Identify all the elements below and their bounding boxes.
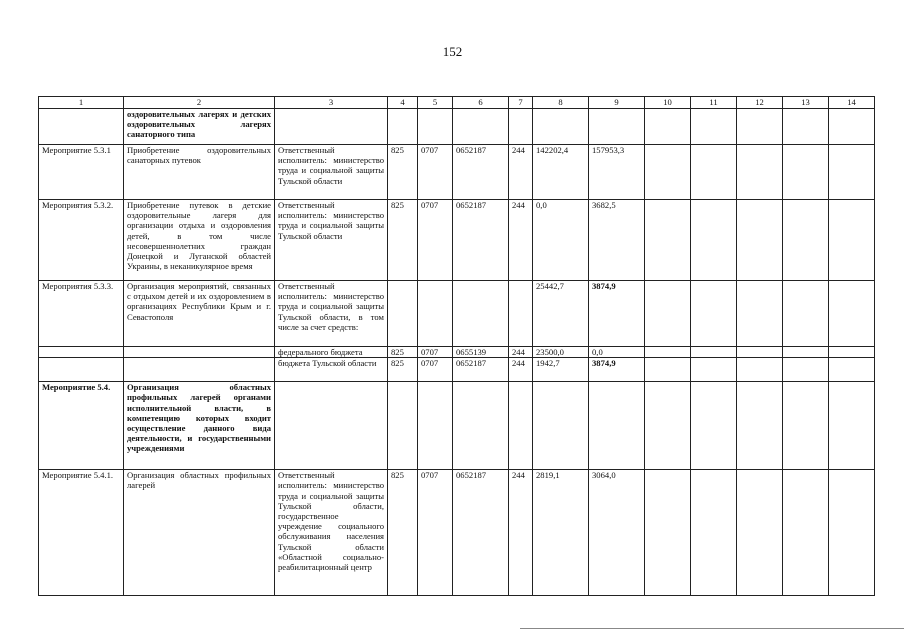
table-cell bbox=[533, 109, 589, 145]
table-cell: 25442,7 bbox=[533, 281, 589, 347]
table-cell bbox=[275, 382, 388, 470]
table-cell bbox=[829, 382, 875, 470]
scan-edge-line bbox=[520, 628, 904, 629]
table-cell bbox=[829, 358, 875, 382]
table-cell: 0707 bbox=[418, 145, 453, 200]
table-cell bbox=[645, 145, 691, 200]
header-cell: 10 bbox=[645, 97, 691, 109]
table-cell bbox=[39, 347, 124, 358]
table-cell bbox=[645, 382, 691, 470]
table-cell: Мероприятие 5.4.1. bbox=[39, 470, 124, 596]
table-cell bbox=[691, 200, 737, 281]
table-cell: Мероприятия 5.3.2. bbox=[39, 200, 124, 281]
table-cell bbox=[453, 109, 509, 145]
table-cell: 825 bbox=[388, 470, 418, 596]
table-row bbox=[39, 145, 875, 200]
table-cell: Ответственный исполнитель: министерство труда и социальной защиты Тульской области bbox=[275, 145, 388, 200]
table-cell bbox=[783, 347, 829, 358]
table-cell bbox=[737, 281, 783, 347]
table-cell: 3874,9 bbox=[589, 281, 645, 347]
table-cell: 0652187 bbox=[453, 145, 509, 200]
table-cell: Ответственный исполнитель: министерство труда и социальной защиты Тульской области, государственное учреждение социального обслуживания населения Тульской области «Областной социально-реабилитационный центр bbox=[275, 470, 388, 596]
table-cell bbox=[509, 281, 533, 347]
table-cell bbox=[737, 347, 783, 358]
table-cell: Приобретение путевок в детские оздоровительные лагеря для организации отдыха и оздоровления детей, в том числе несовершеннолетних граждан Донецкой и Луганской областей Украины, в неканикулярное время bbox=[124, 200, 275, 281]
table-cell bbox=[453, 382, 509, 470]
table-cell: федерального бюджета bbox=[275, 347, 388, 358]
table-cell bbox=[645, 470, 691, 596]
table-cell: 825 bbox=[388, 145, 418, 200]
table-cell bbox=[691, 145, 737, 200]
table-cell bbox=[691, 382, 737, 470]
table-cell bbox=[691, 347, 737, 358]
table-cell bbox=[783, 109, 829, 145]
header-cell: 4 bbox=[388, 97, 418, 109]
table-cell bbox=[589, 382, 645, 470]
table-cell: бюджета Тульской области bbox=[275, 358, 388, 382]
table-cell bbox=[737, 200, 783, 281]
table-cell: 825 bbox=[388, 347, 418, 358]
table-cell: 825 bbox=[388, 200, 418, 281]
header-cell: 8 bbox=[533, 97, 589, 109]
table-cell bbox=[783, 200, 829, 281]
table-cell: 0707 bbox=[418, 358, 453, 382]
table-cell bbox=[418, 281, 453, 347]
table-cell: оздоровительных лагерях и детских оздоровительных лагерях санаторного типа bbox=[124, 109, 275, 145]
header-cell: 3 bbox=[275, 97, 388, 109]
table-cell bbox=[829, 145, 875, 200]
table-cell bbox=[783, 358, 829, 382]
table-cell bbox=[388, 109, 418, 145]
table-cell bbox=[691, 281, 737, 347]
table-cell: 0652187 bbox=[453, 470, 509, 596]
header-cell: 14 bbox=[829, 97, 875, 109]
table-cell bbox=[829, 347, 875, 358]
table-cell bbox=[783, 382, 829, 470]
table-row bbox=[39, 281, 875, 347]
table-cell: 0652187 bbox=[453, 358, 509, 382]
table-cell: Приобретение оздоровительных санаторных путевок bbox=[124, 145, 275, 200]
table-cell: 142202,4 bbox=[533, 145, 589, 200]
table-cell: 244 bbox=[509, 470, 533, 596]
header-cell: 11 bbox=[691, 97, 737, 109]
table-cell: Ответственный исполнитель: министерство труда и социальной защиты Тульской области, в том числе за счет средств: bbox=[275, 281, 388, 347]
table-cell bbox=[39, 358, 124, 382]
table-cell bbox=[509, 109, 533, 145]
table-cell: 0655139 bbox=[453, 347, 509, 358]
header-cell: 5 bbox=[418, 97, 453, 109]
table-cell bbox=[737, 145, 783, 200]
header-cell: 12 bbox=[737, 97, 783, 109]
header-cell: 9 bbox=[589, 97, 645, 109]
table-cell: 3682,5 bbox=[589, 200, 645, 281]
table-cell bbox=[418, 382, 453, 470]
table-cell: 244 bbox=[509, 358, 533, 382]
table-cell bbox=[737, 382, 783, 470]
header-cell: 6 bbox=[453, 97, 509, 109]
table-cell bbox=[691, 109, 737, 145]
table-cell: 3064,0 bbox=[589, 470, 645, 596]
table-cell: 0707 bbox=[418, 470, 453, 596]
table-cell: 23500,0 bbox=[533, 347, 589, 358]
header-cell: 13 bbox=[783, 97, 829, 109]
table-cell bbox=[829, 281, 875, 347]
table-cell bbox=[645, 347, 691, 358]
table-cell bbox=[645, 109, 691, 145]
table-cell: 3874,9 bbox=[589, 358, 645, 382]
table-cell bbox=[418, 109, 453, 145]
table-cell: 825 bbox=[388, 358, 418, 382]
table-cell: 0652187 bbox=[453, 200, 509, 281]
table-cell: 2819,1 bbox=[533, 470, 589, 596]
table-cell: 0707 bbox=[418, 347, 453, 358]
table-cell: Организация областных профильных лагерей bbox=[124, 470, 275, 596]
table-cell: 244 bbox=[509, 145, 533, 200]
table-cell: Ответственный исполнитель: министерство труда и социальной защиты Тульской области bbox=[275, 200, 388, 281]
table-cell bbox=[783, 470, 829, 596]
header-cell: 2 bbox=[124, 97, 275, 109]
table-cell: 244 bbox=[509, 347, 533, 358]
header-cell: 1 bbox=[39, 97, 124, 109]
table-cell: Организация мероприятий, связанных с отдыхом детей и их оздоровлением в организациях Республики Крым и г. Севастополя bbox=[124, 281, 275, 347]
table-cell: 0,0 bbox=[589, 347, 645, 358]
table-cell: Мероприятия 5.3.3. bbox=[39, 281, 124, 347]
table-cell bbox=[645, 281, 691, 347]
table-cell bbox=[783, 281, 829, 347]
table-cell: Мероприятие 5.4. bbox=[39, 382, 124, 470]
table-cell bbox=[453, 281, 509, 347]
table-cell bbox=[829, 470, 875, 596]
table-cell bbox=[691, 358, 737, 382]
header-row bbox=[39, 97, 875, 109]
page-number: 152 bbox=[442, 44, 463, 59]
table-row bbox=[39, 347, 875, 358]
table-cell bbox=[829, 200, 875, 281]
table-cell: 0,0 bbox=[533, 200, 589, 281]
table-cell bbox=[124, 358, 275, 382]
header-cell: 7 bbox=[509, 97, 533, 109]
table-row bbox=[39, 470, 875, 596]
table-cell: 1942,7 bbox=[533, 358, 589, 382]
table-row bbox=[39, 358, 875, 382]
table-cell bbox=[589, 109, 645, 145]
table-cell: 0707 bbox=[418, 200, 453, 281]
table-cell bbox=[645, 200, 691, 281]
table-cell bbox=[509, 382, 533, 470]
table-cell bbox=[388, 382, 418, 470]
table-row bbox=[39, 109, 875, 145]
table-cell bbox=[388, 281, 418, 347]
table-cell bbox=[691, 470, 737, 596]
table-cell bbox=[737, 470, 783, 596]
table-cell bbox=[275, 109, 388, 145]
table-cell bbox=[39, 109, 124, 145]
budget-table bbox=[38, 96, 875, 596]
table-cell bbox=[645, 358, 691, 382]
table-cell bbox=[783, 145, 829, 200]
table-cell bbox=[124, 347, 275, 358]
table-cell bbox=[533, 382, 589, 470]
table-cell: 244 bbox=[509, 200, 533, 281]
table-row bbox=[39, 382, 875, 470]
table-cell bbox=[737, 109, 783, 145]
table-cell: Организация областных профильных лагерей органами исполнительной власти, в компетенцию которых входит осуществление данного вида деятельности, и государственными учреждениями bbox=[124, 382, 275, 470]
table-cell: Мероприятие 5.3.1 bbox=[39, 145, 124, 200]
table-row bbox=[39, 200, 875, 281]
table-cell: 157953,3 bbox=[589, 145, 645, 200]
table-cell bbox=[829, 109, 875, 145]
table-cell bbox=[737, 358, 783, 382]
